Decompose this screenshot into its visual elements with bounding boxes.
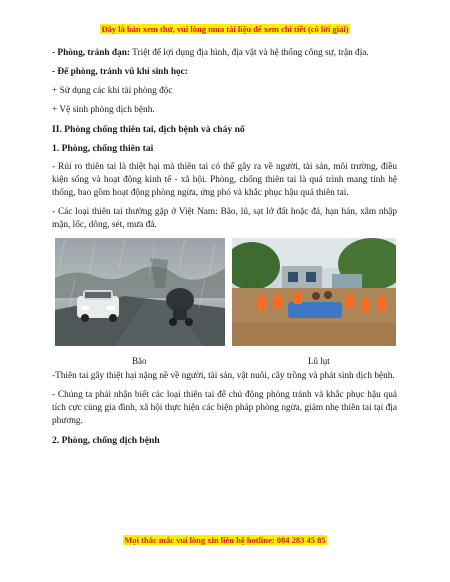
document-body bbox=[52, 47, 397, 453]
preview-banner-text: Đây là bản xem thử, vui lòng mua tài liệu để xem chi tiết (có lời giải) bbox=[101, 24, 349, 34]
paragraph-label: - Phòng, tránh đạn: bbox=[52, 48, 131, 58]
photo-captions bbox=[52, 356, 397, 370]
storm-photo bbox=[55, 238, 225, 346]
paragraph-damage: -Thiên tai gây thiệt hại nặng nề về người, tài sản, vật nuôi, cây trồng và phát sinh dịch bệnh. bbox=[52, 371, 395, 381]
hotline-banner-text: Mọi thắc mắc vui lòng xin liên hệ hotline: 084 283 45 85 bbox=[124, 535, 326, 545]
flood-photo bbox=[232, 238, 396, 346]
paragraph-bullet-protection bbox=[52, 47, 397, 60]
subsection-heading: 2. Phòng, chống dịch bệnh bbox=[52, 435, 160, 446]
preview-banner bbox=[0, 24, 450, 35]
list-item: + Vệ sinh phòng dịch bệnh. bbox=[52, 105, 155, 115]
hotline-banner bbox=[0, 535, 450, 546]
paragraph-risk-definition: - Rủi ro thiên tai là thiệt hại mà thiên tai có thể gây ra về người, tài sản, môi trường, điều kiện sống và hoạt động kinh tế - xã hội. Phòng, chống thiên tai là quá trình mang tính hệ thống, bao gồm hoạt động phòng ngừa, ứng phó và khắc phục hậu quả thiên tai. bbox=[52, 162, 397, 198]
section-heading: II. Phòng chống thiên tai, dịch bệnh và cháy nổ bbox=[52, 124, 245, 135]
paragraph-disaster-types: - Các loại thiên tai thường gặp ở Việt Nam: Bão, lũ, sạt lở đất hoặc đá, hạn hán, xâm nhập mặn, lốc, dông, sét, mưa đá. bbox=[52, 207, 397, 230]
paragraph-text: Triệt để lợi dụng địa hình, địa vật và hệ thống công sự, trận địa. bbox=[130, 48, 369, 58]
flood-caption: Lũ lụt bbox=[308, 356, 330, 366]
paragraph-awareness: - Chúng ta phải nhận biết các loại thiên tai để chủ động phòng tránh và khắc phục hậu quả tích cực cùng gia đình, xã hội thực hiện các biện pháp phòng ngừa, giảm nhẹ thiên tai tại địa phương. bbox=[52, 390, 397, 426]
storm-caption: Bão bbox=[132, 356, 147, 366]
photo-row bbox=[52, 238, 397, 346]
subsection-heading: 1. Phòng, chống thiên tai bbox=[52, 143, 154, 154]
list-item: + Sử dụng các khí tài phòng độc bbox=[52, 86, 173, 96]
paragraph-bio-weapons: - Để phòng, tránh vũ khí sinh học: bbox=[52, 67, 188, 77]
